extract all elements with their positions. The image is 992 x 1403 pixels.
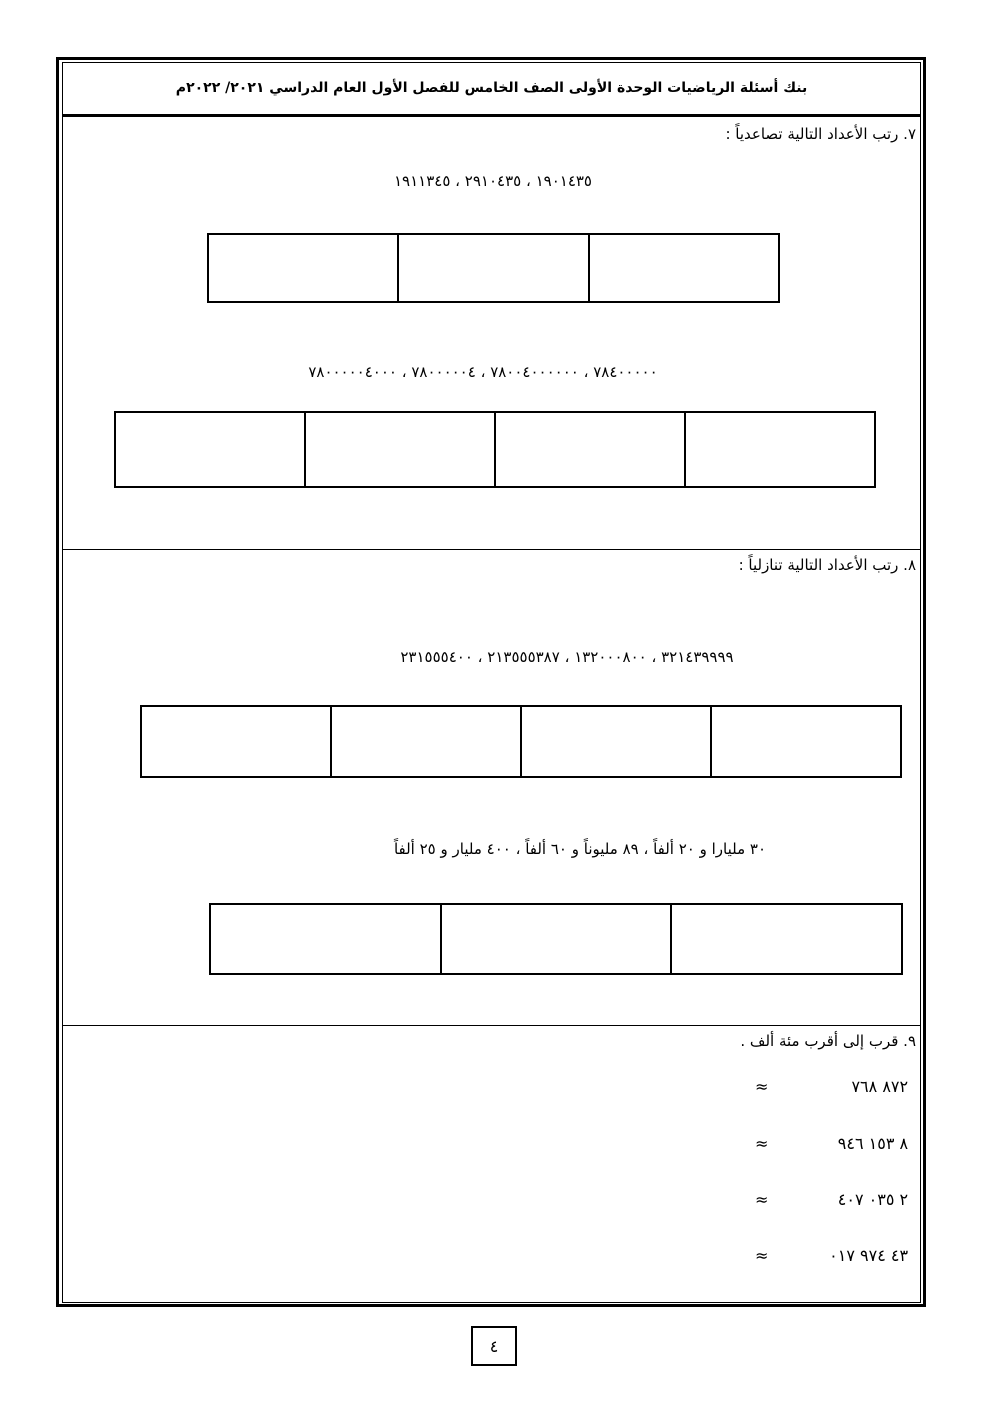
answer-box[interactable] (330, 707, 520, 776)
rounding-number: ٢ ٠٣٥ ٤٠٧ (837, 1190, 909, 1209)
answer-box[interactable] (142, 707, 330, 776)
worksheet-header (62, 62, 921, 117)
answer-box[interactable] (440, 905, 671, 973)
q8-numbers-set2: ٣٠ مليارا و ٢٠ ألفاً ، ٨٩ مليوناً و ٦٠ ألفاً ، ٤٠٠ مليار و ٢٥ ألفاً (393, 840, 767, 858)
q7-numbers-set2: ٧٨٤٠٠٠٠٠ ، ٧٨٠٠٤٠٠٠٠٠٠ ، ٧٨٠٠٠٠٠٤ ، ٧٨٠٠٠٠٠٤٠٠٠ (308, 363, 658, 381)
rounding-row (755, 1246, 908, 1265)
answer-box[interactable] (494, 413, 684, 486)
rounding-row (755, 1190, 908, 1209)
answer-box[interactable] (304, 413, 494, 486)
q8-answer-boxes-1 (140, 705, 902, 778)
answer-box[interactable] (684, 413, 874, 486)
rounding-row (755, 1077, 908, 1096)
approx-symbol: ≈ (755, 1246, 769, 1265)
approx-symbol: ≈ (755, 1134, 769, 1153)
rounding-number: ٨ ١٥٣ ٩٤٦ (837, 1134, 909, 1153)
rounding-number: ٤٣ ٩٧٤ ٠١٧ (829, 1246, 909, 1265)
page-number: ٤ (489, 1336, 499, 1356)
page-number-box (471, 1326, 517, 1366)
rounding-row (755, 1134, 908, 1153)
answer-box[interactable] (116, 413, 304, 486)
approx-symbol: ≈ (755, 1190, 769, 1209)
q8-numbers-set1: ٣٢١٤٣٩٩٩٩ ، ١٣٢٠٠٠٨٠٠ ، ٢١٣٥٥٥٣٨٧ ، ٢٣١٥٥٥٤٠٠ (400, 648, 734, 666)
answer-box[interactable] (588, 235, 778, 301)
header-title: بنك أسئلة الرياضيات الوحدة الأولى الصف الخامس للفصل الأول العام الدراسي ٢٠٢١/ ٢٠٢٢م (175, 80, 808, 96)
answer-box[interactable] (211, 905, 440, 973)
answer-box[interactable] (710, 707, 900, 776)
q7-title: ٧. رتب الأعداد التالية تصاعدياً : (725, 125, 916, 143)
q9-title: ٩. قرب إلى أقرب مئة ألف . (740, 1032, 916, 1050)
section-divider (62, 549, 921, 550)
q8-answer-boxes-2 (209, 903, 903, 975)
answer-box[interactable] (209, 235, 397, 301)
answer-box[interactable] (520, 707, 710, 776)
q7-numbers-set1: ١٩٠١٤٣٥ ، ٢٩١٠٤٣٥ ، ١٩١١٣٤٥ (394, 172, 592, 190)
q7-answer-boxes-1 (207, 233, 780, 303)
q7-answer-boxes-2 (114, 411, 876, 488)
rounding-number: ٨٧٢ ٧٦٨ (851, 1077, 909, 1096)
approx-symbol: ≈ (755, 1077, 769, 1096)
answer-box[interactable] (670, 905, 901, 973)
section-divider (62, 1025, 921, 1026)
q8-title: ٨. رتب الأعداد التالية تنازلياً : (738, 556, 916, 574)
answer-box[interactable] (397, 235, 587, 301)
